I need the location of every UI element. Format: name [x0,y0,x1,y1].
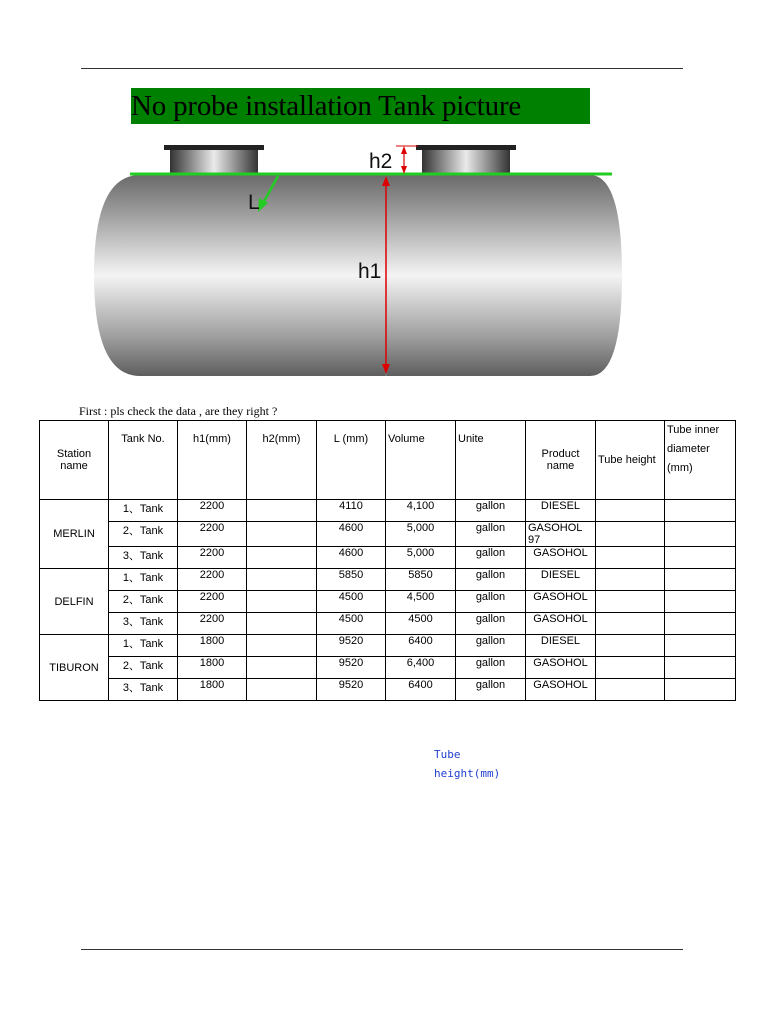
tube-height-cell [596,679,665,701]
h1-cell: 2200 [178,522,247,547]
volume-cell: 6400 [386,679,456,701]
product-cell: GASOHOL [526,613,596,635]
product-cell: DIESEL [526,569,596,591]
h2-dimension [396,146,418,174]
tank-no-cell: 1、Tank [109,500,178,522]
tube-diameter-cell [665,500,736,522]
volume-cell: 4500 [386,613,456,635]
bottom-rule [81,949,683,950]
tank-no-cell: 3、Tank [109,613,178,635]
tube-height-cell [596,522,665,547]
L-label: L [248,191,260,214]
manhole-left [164,145,264,175]
volume-cell: 4,500 [386,591,456,613]
header-tank-no: Tank No. [109,421,178,500]
table-row [40,547,736,569]
h1-cell: 2200 [178,547,247,569]
table-row [40,657,736,679]
product-cell: GASOHOL [526,547,596,569]
h1-cell: 2200 [178,569,247,591]
tube-diameter-cell [665,591,736,613]
tube-diameter-cell [665,613,736,635]
tube-height-cell [596,500,665,522]
station-name-cell: TIBURON [40,635,109,701]
L-cell: 4600 [317,547,386,569]
product-cell: DIESEL [526,635,596,657]
tank-diagram [0,0,768,400]
product-cell: GASOHOL [526,679,596,701]
L-cell: 4600 [317,522,386,547]
unite-cell: gallon [456,522,526,547]
unite-cell: gallon [456,547,526,569]
h2-cell [247,635,317,657]
tube-height-cell [596,613,665,635]
unite-cell: gallon [456,679,526,701]
h2-cell [247,547,317,569]
tank-no-cell: 3、Tank [109,547,178,569]
L-cell: 9520 [317,657,386,679]
L-cell: 9520 [317,635,386,657]
L-cell: 5850 [317,569,386,591]
intro-text: First : pls check the data , are they right ? [79,404,278,418]
table-row [40,635,736,657]
L-cell: 4110 [317,500,386,522]
h2-cell [247,613,317,635]
table-row [40,522,736,547]
unite-cell: gallon [456,635,526,657]
tube-height-cell [596,547,665,569]
h2-cell [247,522,317,547]
tank-data-table [39,420,736,701]
tube-height-cell [596,635,665,657]
tube-height-cell [596,591,665,613]
header-tube-height: Tube height [596,421,665,500]
tube-diameter-cell [665,569,736,591]
tank-no-cell: 3、Tank [109,679,178,701]
tube-height-cell [596,569,665,591]
product-cell: GASOHOL 97 [526,522,596,547]
manhole-right [416,145,516,175]
tube-diameter-cell [665,547,736,569]
table-row [40,591,736,613]
volume-cell: 6400 [386,635,456,657]
h2-cell [247,657,317,679]
table-row [40,679,736,701]
h2-cell [247,500,317,522]
volume-cell: 5,000 [386,522,456,547]
product-cell: GASOHOL [526,591,596,613]
h1-cell: 1800 [178,657,247,679]
h1-cell: 2200 [178,500,247,522]
L-cell: 9520 [317,679,386,701]
station-name-cell: MERLIN [40,500,109,569]
h1-cell: 2200 [178,613,247,635]
product-cell: DIESEL [526,500,596,522]
unite-cell: gallon [456,657,526,679]
tank-no-cell: 2、Tank [109,522,178,547]
h1-cell: 2200 [178,591,247,613]
note-line-2: height(mm) [434,767,501,780]
station-name-cell: DELFIN [40,569,109,635]
unite-cell: gallon [456,591,526,613]
header-unite: Unite [456,421,526,500]
table-header-row [40,421,736,500]
h1-cell: 1800 [178,635,247,657]
h1-cell: 1800 [178,679,247,701]
table-row [40,569,736,591]
tank-no-cell: 2、Tank [109,657,178,679]
table-row [40,500,736,522]
L-cell: 4500 [317,613,386,635]
L-cell: 4500 [317,591,386,613]
page-title: No probe installation Tank picture [131,88,590,124]
table-row [40,613,736,635]
header-h2: h2(mm) [247,421,317,500]
h2-label: h2 [369,150,393,173]
unite-cell: gallon [456,613,526,635]
note-line-1: Tube [434,748,461,761]
tank-no-cell: 1、Tank [109,569,178,591]
tank-no-cell: 1、Tank [109,635,178,657]
header-station: Station name [40,421,109,500]
product-cell: GASOHOL [526,657,596,679]
header-product: Product name [526,421,596,500]
h2-cell [247,591,317,613]
volume-cell: 6,400 [386,657,456,679]
tank-no-cell: 2、Tank [109,591,178,613]
tube-height-cell [596,657,665,679]
tube-diameter-cell [665,657,736,679]
volume-cell: 5850 [386,569,456,591]
volume-cell: 4,100 [386,500,456,522]
tube-height-note [434,745,500,783]
h2-cell [247,569,317,591]
volume-cell: 5,000 [386,547,456,569]
header-tube-diameter: Tube inner diameter (mm) [665,421,736,500]
tube-diameter-cell [665,635,736,657]
header-volume: Volume [386,421,456,500]
tube-diameter-cell [665,679,736,701]
unite-cell: gallon [456,569,526,591]
unite-cell: gallon [456,500,526,522]
tube-diameter-cell [665,522,736,547]
header-L: L (mm) [317,421,386,500]
h1-label: h1 [358,260,382,283]
h2-cell [247,679,317,701]
header-h1: h1(mm) [178,421,247,500]
